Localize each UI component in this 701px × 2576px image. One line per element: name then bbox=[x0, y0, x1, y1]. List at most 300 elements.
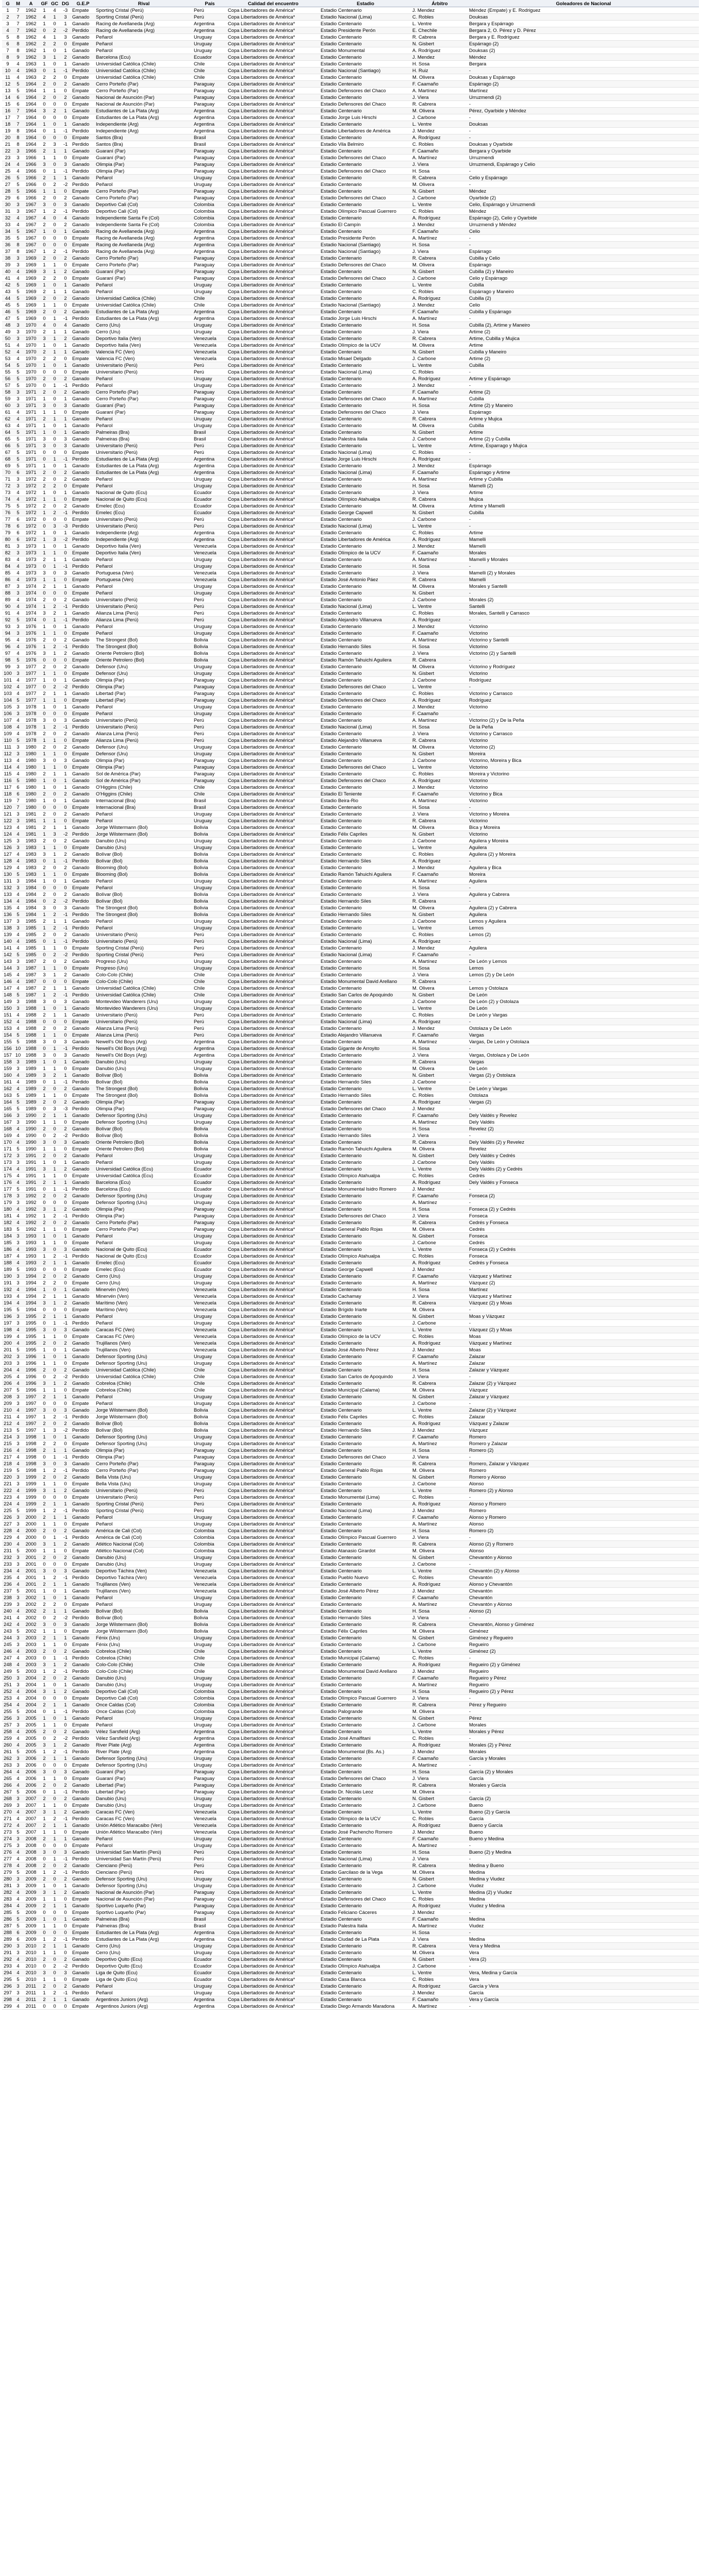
table-cell: Estadio Centenario bbox=[320, 998, 411, 1005]
table-cell: 109 bbox=[2, 731, 13, 737]
table-cell: 296 bbox=[2, 1983, 13, 1990]
table-cell: 0 bbox=[39, 456, 49, 463]
table-cell: 3 bbox=[13, 1059, 23, 1065]
table-cell: 1 bbox=[49, 1514, 60, 1521]
table-cell: J. Viera bbox=[411, 1534, 468, 1541]
table-cell: 2005 bbox=[23, 1715, 39, 1722]
table-cell: Universidad San Martín (Perú) bbox=[95, 1856, 193, 1862]
table-cell: -2 bbox=[60, 1132, 71, 1139]
table-cell: Copa Libertadores de América* bbox=[227, 623, 320, 630]
table-cell: Estadio Centenario bbox=[320, 1420, 411, 1427]
table-cell: Argentina bbox=[193, 315, 227, 322]
table-cell: Artime bbox=[468, 489, 699, 496]
table-cell: Empate bbox=[71, 630, 95, 637]
table-cell: 1999 bbox=[23, 1494, 39, 1501]
table-cell: 1 bbox=[39, 208, 49, 215]
table-cell: Peñarol bbox=[95, 382, 193, 389]
table-cell: 1984 bbox=[23, 911, 39, 918]
table-cell: Copa Libertadores de América* bbox=[227, 603, 320, 610]
table-cell: Nacional de Asunción (Par) bbox=[95, 94, 193, 101]
table-cell: Uruguay bbox=[193, 958, 227, 965]
table-cell: 0 bbox=[49, 784, 60, 791]
table-cell: Copa Libertadores de América* bbox=[227, 510, 320, 516]
table-cell: Estadio Olímpico Atahualpa bbox=[320, 1963, 411, 1970]
table-cell: Copa Libertadores de América* bbox=[227, 1119, 320, 1126]
table-cell: Venezuela bbox=[193, 1307, 227, 1313]
table-cell: 3 bbox=[49, 1427, 60, 1434]
table-cell: 2002 bbox=[23, 1615, 39, 1621]
table-cell: 133 bbox=[2, 891, 13, 898]
table-cell: Copa Libertadores de América* bbox=[227, 650, 320, 657]
table-cell: Estadio Olímpico Atahualpa bbox=[320, 496, 411, 503]
table-cell: Celio bbox=[468, 302, 699, 309]
table-cell: Mamelli (2) y Morales bbox=[468, 570, 699, 577]
table-cell: 2 bbox=[39, 1876, 49, 1883]
table-cell: 1 bbox=[49, 1206, 60, 1213]
table-cell: Perdido bbox=[71, 1213, 95, 1219]
table-cell: A. Martínez bbox=[411, 717, 468, 724]
table-cell: Empate bbox=[71, 1440, 95, 1447]
table-cell: 4 bbox=[13, 1862, 23, 1869]
table-cell: Estadio Centenario bbox=[320, 670, 411, 677]
table-cell: 0 bbox=[39, 1615, 49, 1621]
table-cell: 292 bbox=[2, 1956, 13, 1963]
table-cell: - bbox=[468, 1266, 699, 1273]
table-cell: 0 bbox=[60, 630, 71, 637]
table-cell: 2 bbox=[49, 108, 60, 114]
table-cell: 4 bbox=[13, 985, 23, 992]
table-cell: 39 bbox=[2, 262, 13, 268]
table-cell: 0 bbox=[49, 1400, 60, 1407]
table-cell: Bergara y Oyarbide bbox=[468, 148, 699, 155]
table-cell: 2 bbox=[60, 1340, 71, 1347]
table-cell: Ostolaza y De León bbox=[468, 1025, 699, 1032]
table-row bbox=[2, 523, 699, 530]
table-cell: 0 bbox=[49, 885, 60, 891]
table-cell: Copa Libertadores de América* bbox=[227, 771, 320, 777]
table-cell: 58 bbox=[2, 389, 13, 396]
table-cell: 1976 bbox=[23, 630, 39, 637]
table-cell: Copa Libertadores de América* bbox=[227, 1534, 320, 1541]
table-cell: 0 bbox=[60, 885, 71, 891]
table-cell: 5 bbox=[13, 1266, 23, 1273]
table-cell: 1987 bbox=[23, 965, 39, 972]
table-cell: 2008 bbox=[23, 1842, 39, 1849]
table-row bbox=[2, 771, 699, 777]
table-cell: Empate bbox=[71, 1032, 95, 1039]
table-cell: 1 bbox=[49, 1742, 60, 1749]
table-cell: Bueno (2) y Medina bbox=[468, 1849, 699, 1856]
table-cell: García (2) y Morales bbox=[468, 1769, 699, 1775]
table-cell: 1988 bbox=[23, 1039, 39, 1045]
table-cell: 1 bbox=[39, 1923, 49, 1929]
table-cell: Copa Libertadores de América* bbox=[227, 1976, 320, 1983]
table-cell: 1971 bbox=[23, 422, 39, 429]
table-cell: Guaraní (Par) bbox=[95, 148, 193, 155]
table-cell: 2 bbox=[60, 1742, 71, 1749]
table-cell: -1 bbox=[60, 603, 71, 610]
table-cell: 3 bbox=[13, 1320, 23, 1327]
table-cell: 94 bbox=[2, 630, 13, 637]
table-cell: 4 bbox=[13, 610, 23, 617]
table-cell: - bbox=[468, 1963, 699, 1970]
table-cell: Montevideo Wanderers (Uru) bbox=[95, 998, 193, 1005]
table-cell: Bergara 2, O. Pérez y D. Pérez bbox=[468, 27, 699, 34]
table-cell: 1 bbox=[49, 1628, 60, 1635]
table-cell: 4 bbox=[13, 831, 23, 838]
table-cell: Trujillanos (Ven) bbox=[95, 1588, 193, 1595]
table-cell: 2 bbox=[60, 54, 71, 61]
table-cell: 1 bbox=[49, 1950, 60, 1956]
table-row bbox=[2, 1414, 699, 1420]
table-cell: N. Gisbert bbox=[411, 1876, 468, 1883]
table-cell: 60 bbox=[2, 402, 13, 409]
table-cell: Copa Libertadores de América* bbox=[227, 409, 320, 416]
table-cell: 0 bbox=[49, 1367, 60, 1374]
table-cell: Lemos y Ostolaza bbox=[468, 985, 699, 992]
table-cell: Victorino y Rodríguez bbox=[468, 664, 699, 670]
table-cell: 1 bbox=[39, 530, 49, 536]
table-cell: Defensor Sporting (Uru) bbox=[95, 1876, 193, 1883]
table-row bbox=[2, 2003, 699, 2010]
table-cell: 37 bbox=[2, 248, 13, 255]
table-cell: A. Martínez bbox=[411, 1119, 468, 1126]
table-cell: Perdido bbox=[71, 898, 95, 905]
table-cell: Chevantón bbox=[468, 1574, 699, 1581]
table-cell: 1 bbox=[49, 1079, 60, 1086]
table-cell: Bolivia bbox=[193, 824, 227, 831]
table-cell: Universitario (Perú) bbox=[95, 931, 193, 938]
table-cell: Estadio Centenario bbox=[320, 597, 411, 603]
table-cell: 2007 bbox=[23, 1822, 39, 1829]
table-row bbox=[2, 1862, 699, 1869]
table-cell: 0 bbox=[49, 1099, 60, 1106]
table-cell: Perdido bbox=[71, 382, 95, 389]
table-cell: Uruguay bbox=[193, 1112, 227, 1119]
table-cell: C. Robles bbox=[411, 1414, 468, 1420]
table-cell: 77 bbox=[2, 516, 13, 523]
table-cell: 2 bbox=[39, 985, 49, 992]
table-row bbox=[2, 148, 699, 155]
table-cell: Estadio El Campín bbox=[320, 222, 411, 228]
table-cell: 4 bbox=[13, 1501, 23, 1507]
table-row bbox=[2, 1608, 699, 1615]
table-cell: 97 bbox=[2, 650, 13, 657]
table-cell: Ganado bbox=[71, 1809, 95, 1816]
table-row bbox=[2, 697, 699, 704]
table-cell: M. Olivera bbox=[411, 342, 468, 349]
table-cell: Ganado bbox=[71, 972, 95, 978]
table-cell: 1999 bbox=[23, 1474, 39, 1481]
table-cell: 1 bbox=[39, 992, 49, 998]
table-cell: 159 bbox=[2, 1065, 13, 1072]
table-cell: 56 bbox=[2, 376, 13, 382]
table-cell: 1 bbox=[39, 1950, 49, 1956]
table-cell: 1980 bbox=[23, 744, 39, 751]
table-cell: 1 bbox=[39, 844, 49, 851]
table-cell: 0 bbox=[49, 777, 60, 784]
table-cell: 2003 bbox=[23, 1668, 39, 1675]
table-row bbox=[2, 1092, 699, 1099]
table-cell: Copa Libertadores de América* bbox=[227, 938, 320, 945]
table-cell: 1991 bbox=[23, 1186, 39, 1193]
table-cell: Empate bbox=[71, 235, 95, 242]
table-cell: Estadio Centenario bbox=[320, 1755, 411, 1762]
table-row bbox=[2, 1019, 699, 1025]
table-cell: 1 bbox=[49, 1112, 60, 1119]
table-cell: Perdido bbox=[71, 563, 95, 570]
table-cell: Ganado bbox=[71, 824, 95, 831]
table-cell: Chile bbox=[193, 978, 227, 985]
table-cell: -1 bbox=[60, 141, 71, 148]
table-cell: 0 bbox=[39, 1454, 49, 1461]
table-cell: Copa Libertadores de América* bbox=[227, 1876, 320, 1883]
table-cell: 3 bbox=[13, 1280, 23, 1286]
table-cell: Colombia bbox=[193, 222, 227, 228]
table-cell: 0 bbox=[60, 134, 71, 141]
table-cell: 1 bbox=[49, 550, 60, 556]
table-cell: 0 bbox=[60, 1802, 71, 1809]
table-cell: Estadio Centenario bbox=[320, 784, 411, 791]
table-cell: Estadio Centenario bbox=[320, 844, 411, 851]
table-cell: 1 bbox=[49, 583, 60, 590]
table-cell: C. Robles bbox=[411, 690, 468, 697]
table-cell: 1 bbox=[49, 1333, 60, 1340]
table-cell: Copa Libertadores de América* bbox=[227, 1005, 320, 1012]
table-cell: Rodríguez bbox=[468, 697, 699, 704]
table-cell: 1 bbox=[49, 155, 60, 161]
table-cell: 50 bbox=[2, 335, 13, 342]
table-cell: Copa Libertadores de América* bbox=[227, 1206, 320, 1213]
table-cell: 1970 bbox=[23, 322, 39, 329]
table-cell: M. Olivera bbox=[411, 74, 468, 81]
table-cell: Bergara y Espárrago bbox=[468, 21, 699, 27]
table-cell: 131 bbox=[2, 878, 13, 885]
table-cell: Copa Libertadores de América* bbox=[227, 27, 320, 34]
table-cell: 2 bbox=[39, 1822, 49, 1829]
table-cell: Estadio Centenario bbox=[320, 637, 411, 643]
table-cell: 6 bbox=[13, 101, 23, 108]
table-cell: Ecuador bbox=[193, 1173, 227, 1179]
header-row bbox=[2, 0, 699, 7]
table-cell: Estadio Centenario bbox=[320, 610, 411, 617]
table-cell: 1997 bbox=[23, 1400, 39, 1407]
table-cell: 64 bbox=[2, 429, 13, 436]
table-cell: 0 bbox=[49, 1233, 60, 1240]
table-cell: Universidad Católica (Chile) bbox=[95, 1374, 193, 1380]
table-cell: 2004 bbox=[23, 1675, 39, 1682]
table-cell: 1970 bbox=[23, 349, 39, 355]
table-cell: 1989 bbox=[23, 1072, 39, 1079]
table-cell: Estadio Ciudad de La Plata bbox=[320, 1936, 411, 1943]
table-cell: Uruguay bbox=[193, 1842, 227, 1849]
table-cell: Brasil bbox=[193, 134, 227, 141]
table-cell: 0 bbox=[49, 516, 60, 523]
table-row bbox=[2, 449, 699, 456]
table-cell: 1 bbox=[49, 650, 60, 657]
table-cell: A. Rodríguez bbox=[411, 617, 468, 623]
table-cell: 4 bbox=[13, 637, 23, 643]
table-cell: Ecuador bbox=[193, 489, 227, 496]
table-cell: 1 bbox=[39, 262, 49, 268]
table-cell: Ganado bbox=[71, 851, 95, 858]
table-cell: J. Carbone bbox=[411, 355, 468, 362]
table-cell: 1966 bbox=[23, 161, 39, 168]
table-cell: 3 bbox=[13, 1675, 23, 1682]
table-cell: 1991 bbox=[23, 1166, 39, 1173]
table-cell: 1963 bbox=[23, 61, 39, 67]
table-cell: Perdido bbox=[71, 1507, 95, 1514]
table-row bbox=[2, 1119, 699, 1126]
table-cell: Copa Libertadores de América* bbox=[227, 690, 320, 697]
table-cell: Morales y Pérez bbox=[468, 1728, 699, 1735]
table-cell: 1 bbox=[60, 1996, 71, 2003]
table-cell: García y Morales bbox=[468, 1755, 699, 1762]
table-row bbox=[2, 1307, 699, 1313]
table-cell: Ganado bbox=[71, 1702, 95, 1708]
table-cell: Pérez bbox=[468, 1715, 699, 1722]
table-cell: Cubilla (2) y Maneiro bbox=[468, 268, 699, 275]
table-cell: 118 bbox=[2, 791, 13, 798]
table-cell: Copa Libertadores de América* bbox=[227, 262, 320, 268]
table-cell: L. Ventre bbox=[411, 1728, 468, 1735]
table-cell: Colombia bbox=[193, 1688, 227, 1695]
table-row bbox=[2, 931, 699, 938]
table-cell: - bbox=[468, 1494, 699, 1501]
table-cell: Perú bbox=[193, 938, 227, 945]
table-cell: Vera, Medina y García bbox=[468, 1970, 699, 1976]
table-cell: Cerro Porteño (Par) bbox=[95, 262, 193, 268]
table-cell: Cerro (Uru) bbox=[95, 1273, 193, 1280]
table-row bbox=[2, 255, 699, 262]
table-cell: 0 bbox=[49, 637, 60, 643]
table-cell: Argentina bbox=[193, 1735, 227, 1742]
table-cell: Deportivo Cali (Col) bbox=[95, 201, 193, 208]
table-cell: Newell's Old Boys (Arg) bbox=[95, 1052, 193, 1059]
table-cell: Copa Libertadores de América* bbox=[227, 550, 320, 556]
table-cell: Copa Libertadores de América* bbox=[227, 1990, 320, 1996]
table-cell: Copa Libertadores de América* bbox=[227, 1662, 320, 1668]
table-cell: 1 bbox=[39, 1253, 49, 1260]
table-cell: 0 bbox=[60, 1896, 71, 1903]
table-cell: 2 bbox=[39, 141, 49, 148]
table-cell: Ganado bbox=[71, 108, 95, 114]
table-cell: Ganado bbox=[71, 121, 95, 128]
table-cell: Copa Libertadores de América* bbox=[227, 188, 320, 195]
table-cell: 0 bbox=[39, 710, 49, 717]
table-cell: Empate bbox=[71, 302, 95, 309]
table-cell: Copa Libertadores de América* bbox=[227, 1240, 320, 1246]
table-cell: -1 bbox=[60, 1320, 71, 1327]
table-cell: Copa Libertadores de América* bbox=[227, 114, 320, 121]
table-cell: Copa Libertadores de América* bbox=[227, 804, 320, 811]
table-cell: 1 bbox=[49, 128, 60, 134]
table-cell: Estadio Centenario bbox=[320, 744, 411, 751]
table-cell: 2 bbox=[39, 1193, 49, 1199]
table-cell: 2 bbox=[39, 1440, 49, 1447]
table-row bbox=[2, 751, 699, 757]
table-cell: Paraguay bbox=[193, 690, 227, 697]
table-row bbox=[2, 1889, 699, 1896]
table-cell: Empate bbox=[71, 275, 95, 282]
table-row bbox=[2, 1313, 699, 1320]
table-cell: 2007 bbox=[23, 1795, 39, 1802]
table-cell: Peñarol bbox=[95, 811, 193, 818]
table-cell: 152 bbox=[2, 1019, 13, 1025]
table-cell: Copa Libertadores de América* bbox=[227, 1300, 320, 1307]
table-row bbox=[2, 972, 699, 978]
table-cell: Estadio San Carlos de Apoquindo bbox=[320, 1374, 411, 1380]
table-row bbox=[2, 1106, 699, 1112]
table-cell: - bbox=[468, 1856, 699, 1862]
table-cell: 1 bbox=[39, 1802, 49, 1809]
table-cell: Ganado bbox=[71, 1447, 95, 1454]
table-cell: 3 bbox=[39, 1541, 49, 1548]
table-cell: 116 bbox=[2, 777, 13, 784]
table-cell: -1 bbox=[60, 1869, 71, 1876]
table-cell: 1987 bbox=[23, 958, 39, 965]
table-cell: Victorino bbox=[468, 737, 699, 744]
table-cell: 1 bbox=[39, 362, 49, 369]
table-cell: 0 bbox=[49, 1675, 60, 1682]
table-cell: 1 bbox=[39, 422, 49, 429]
table-cell: Peñarol bbox=[95, 1233, 193, 1240]
table-cell: The Strongest (Bol) bbox=[95, 1086, 193, 1092]
table-row bbox=[2, 1501, 699, 1507]
table-row bbox=[2, 918, 699, 925]
table-cell: 4 bbox=[13, 268, 23, 275]
table-cell: -1 bbox=[60, 858, 71, 865]
table-cell: 4 bbox=[13, 1528, 23, 1534]
table-cell: Empate bbox=[71, 409, 95, 416]
table-cell: Estadio Centenario bbox=[320, 7, 411, 14]
table-cell: Copa Libertadores de América* bbox=[227, 1233, 320, 1240]
table-cell: Peñarol bbox=[95, 1595, 193, 1601]
table-cell: Estadio Centenario bbox=[320, 1682, 411, 1688]
table-cell: Victorino (2) y Santelli bbox=[468, 650, 699, 657]
table-cell: 2 bbox=[60, 1086, 71, 1092]
table-cell: 1964 bbox=[23, 81, 39, 88]
table-cell: River Plate (Arg) bbox=[95, 1749, 193, 1755]
table-cell: 1 bbox=[39, 1883, 49, 1889]
table-cell: 2 bbox=[60, 195, 71, 201]
table-cell: 1 bbox=[49, 1447, 60, 1454]
table-cell: Copa Libertadores de América* bbox=[227, 1213, 320, 1219]
table-cell: Copa Libertadores de América* bbox=[227, 1307, 320, 1313]
table-cell: Copa Libertadores de América* bbox=[227, 590, 320, 597]
table-cell: 87 bbox=[2, 583, 13, 590]
table-cell: 1 bbox=[49, 1889, 60, 1896]
table-cell: 5 bbox=[13, 181, 23, 188]
table-cell: 86 bbox=[2, 577, 13, 583]
table-cell: -1 bbox=[60, 1045, 71, 1052]
table-cell: J. Viera bbox=[411, 811, 468, 818]
table-cell: 1 bbox=[49, 1487, 60, 1494]
table-cell: 4 bbox=[13, 1534, 23, 1541]
table-cell: Bella Vista (Uru) bbox=[95, 1481, 193, 1487]
table-cell: 1995 bbox=[23, 1347, 39, 1353]
table-cell: 2 bbox=[39, 309, 49, 315]
table-cell: 2 bbox=[49, 355, 60, 362]
table-cell: A. Rodríguez bbox=[411, 1822, 468, 1829]
table-cell: 1 bbox=[49, 690, 60, 697]
table-cell: 0 bbox=[39, 101, 49, 108]
table-cell: 2005 bbox=[23, 1742, 39, 1749]
table-cell: De León bbox=[468, 1065, 699, 1072]
table-cell: L. Ventre bbox=[411, 1166, 468, 1173]
table-cell: 1 bbox=[39, 1829, 49, 1836]
table-cell: 184 bbox=[2, 1233, 13, 1240]
